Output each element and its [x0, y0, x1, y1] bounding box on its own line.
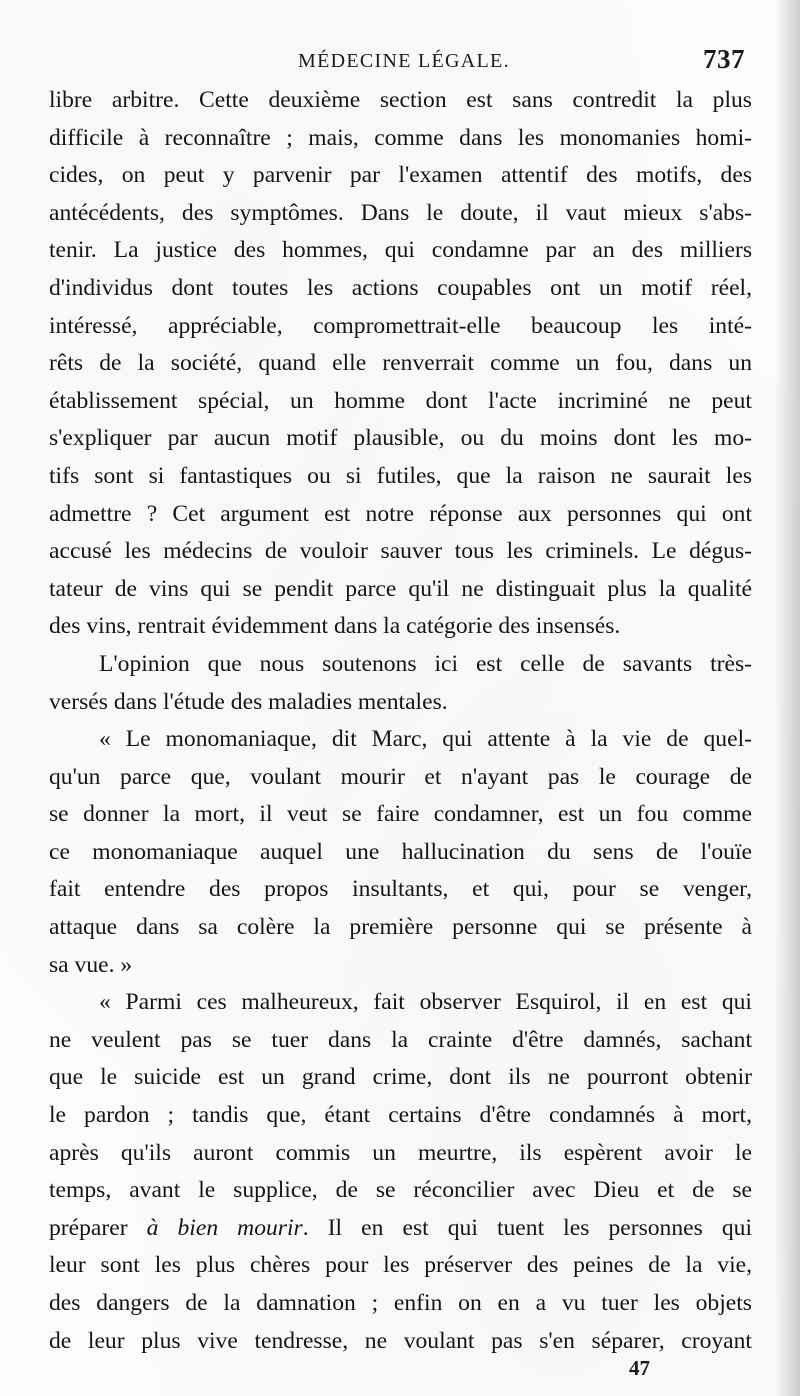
- paragraph: [49, 82, 752, 646]
- text-line: le pardon ; tandis que, étant certains d'être condamnés à mort,: [49, 1102, 752, 1129]
- paragraph: [49, 984, 752, 1360]
- text-line: libre arbitre. Cette deuxième section est sans contredit la plus: [49, 87, 752, 113]
- text-line: « Le monomaniaque, dit Marc, qui attente à la vie de quel-: [99, 726, 752, 753]
- text-line: temps, avant le supplice, de se réconcilier avec Dieu et de se: [49, 1177, 752, 1204]
- text-line: fait entendre des propos insultants, et qui, pour se venger,: [49, 876, 752, 903]
- text-line: tifs sont si fantastiques ou si futiles, que la raison ne saurait les: [49, 462, 752, 489]
- text-line: que le suicide est un grand crime, dont ils ne pourront obtenir: [49, 1064, 752, 1091]
- page-edge-shadow: [774, 0, 800, 1396]
- page-number: 737: [703, 44, 745, 74]
- text-line: sa vue. »: [49, 951, 133, 978]
- text-line: ce monomaniaque auquel une hallucination du sens de l'ouïe: [49, 838, 752, 865]
- text-line: tenir. La justice des hommes, qui condamne par an des milliers: [49, 237, 752, 264]
- text-line: intéressé, appréciable, compromettrait-elle beaucoup les inté-: [49, 312, 752, 339]
- paragraph: [49, 721, 752, 984]
- paragraph: [49, 646, 752, 721]
- italic-phrase: à bien mourir: [146, 1214, 303, 1241]
- text-line: qu'un parce que, voulant mourir et n'ayant pas le courage de: [49, 763, 752, 790]
- text-line: se donner la mort, il veut se faire condamner, est un fou comme: [49, 801, 752, 828]
- body-text: [49, 82, 752, 1360]
- text-line: de leur plus vive tendresse, ne voulant pas s'en séparer, croyant: [49, 1327, 752, 1354]
- text-line: leur sont les plus chères pour les préserver des peines de la vie,: [49, 1252, 752, 1279]
- text-line: difficile à reconnaître ; mais, comme dans les monomanies homi-: [49, 124, 752, 151]
- text-line: admettre ? Cet argument est notre réponse aux personnes qui ont: [49, 500, 752, 527]
- text-line: antécédents, des symptômes. Dans le doute, il vaut mieux s'abs-: [49, 199, 752, 226]
- text-line: d'individus dont toutes les actions coupables ont un motif réel,: [49, 274, 752, 301]
- text-line: « Parmi ces malheureux, fait observer Esquirol, il en est qui: [99, 989, 752, 1016]
- text-line: des dangers de la damnation ; enfin on en a vu tuer les objets: [49, 1290, 752, 1316]
- text-line: après qu'ils auront commis un meurtre, ils espèrent avoir le: [49, 1139, 752, 1166]
- text-line: rêts de la société, quand elle renverrait comme un fou, dans un: [49, 350, 752, 377]
- text-line: ne veulent pas se tuer dans la crainte d'être damnés, sachant: [49, 1026, 752, 1053]
- text-line: préparer à bien mourir. Il en est qui tuent les personnes qui: [49, 1214, 753, 1241]
- text-line: cides, on peut y parvenir par l'examen attentif des motifs, des: [49, 162, 752, 189]
- running-title: MÉDECINE LÉGALE.: [298, 50, 510, 72]
- text-line: s'expliquer par aucun motif plausible, ou du moins dont les mo-: [49, 425, 752, 452]
- text-line: des vins, rentrait évidemment dans la catégorie des insensés.: [49, 613, 621, 640]
- text-line: établissement spécial, un homme dont l'acte incriminé ne peut: [49, 387, 752, 414]
- signature-mark: 47: [629, 1356, 650, 1380]
- text-line: accusé les médecins de vouloir sauver tous les criminels. Le dégus-: [49, 538, 752, 565]
- text-line: tateur de vins qui se pendit parce qu'il ne distinguait plus la qualité: [49, 575, 752, 602]
- text-line: versés dans l'étude des maladies mentales.: [49, 688, 448, 715]
- running-head: [0, 44, 800, 78]
- text-line: L'opinion que nous soutenons ici est celle de savants très-: [99, 650, 752, 677]
- text-line: attaque dans sa colère la première personne qui se présente à: [49, 914, 752, 941]
